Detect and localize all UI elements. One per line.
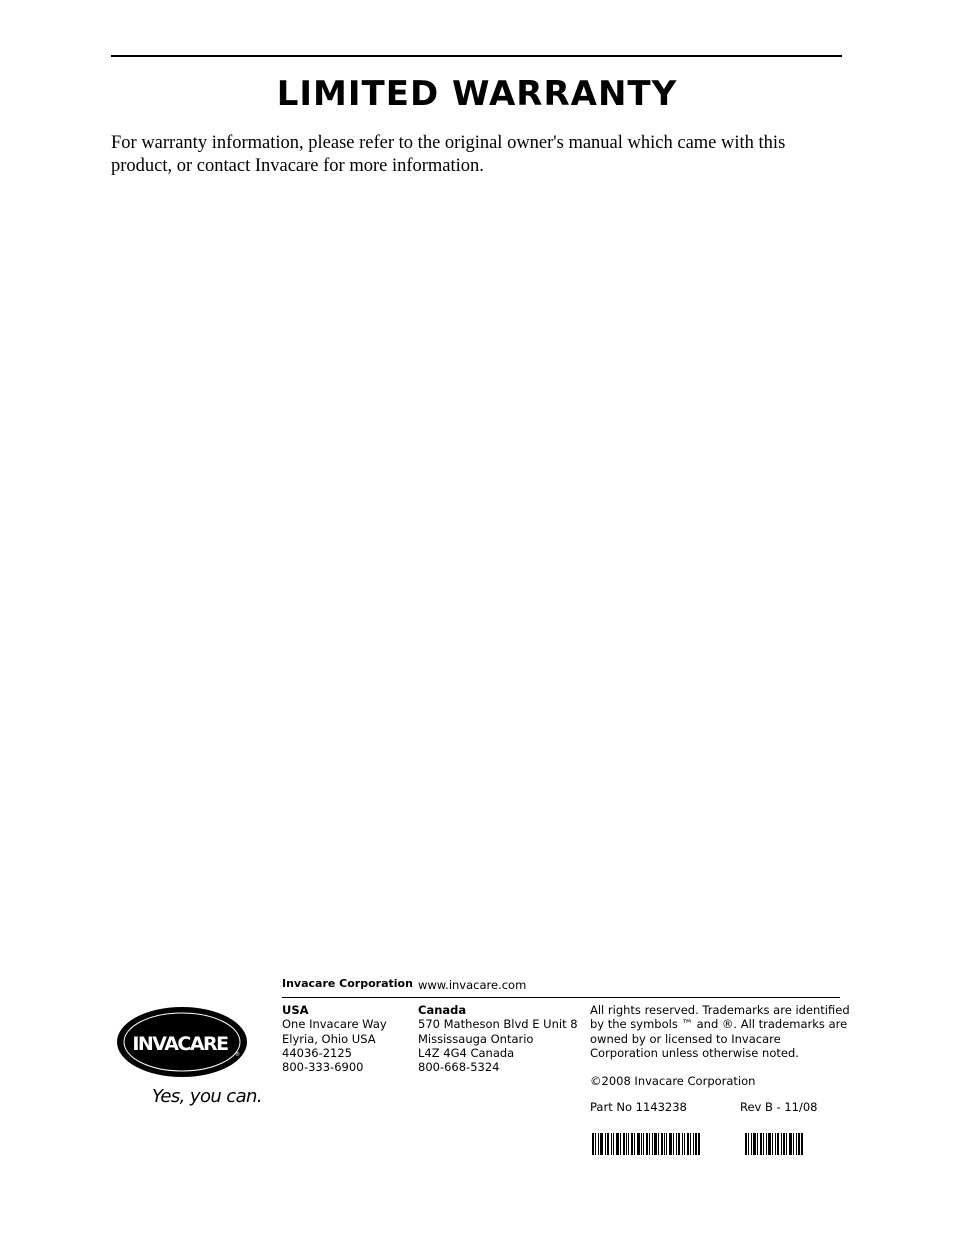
revision: Rev B - 11/08 — [740, 1100, 818, 1114]
usa-phone: 800-333-6900 — [282, 1060, 364, 1075]
legal-line: All rights reserved. Trademarks are identified — [590, 1003, 850, 1017]
canada-heading: Canada — [418, 1003, 467, 1017]
invacare-logo — [116, 1006, 248, 1078]
page-title: LIMITED WARRANTY — [276, 74, 678, 114]
part-number: Part No 1143238 — [590, 1100, 687, 1114]
barcode-icon — [745, 1133, 803, 1155]
warranty-intro: For warranty information, please refer to the original owner's manual which came with this product, or contact Invacare for more information. — [111, 133, 786, 176]
usa-line: Elyria, Ohio USA — [282, 1031, 376, 1046]
legal-line: Corporation unless otherwise noted. — [590, 1045, 799, 1060]
usa-address — [282, 1003, 412, 1074]
canada-line: Mississauga Ontario — [418, 1031, 534, 1046]
logo-tagline: Yes, you can. — [152, 1086, 262, 1107]
copyright: ©2008 Invacare Corporation — [590, 1074, 756, 1088]
usa-heading: USA — [282, 1003, 309, 1017]
usa-line: One Invacare Way — [282, 1017, 387, 1032]
website-link[interactable]: www.invacare.com — [418, 978, 527, 992]
svg-text:®: ® — [235, 1052, 240, 1058]
corporation-name: Invacare Corporation — [282, 977, 413, 990]
footer-rule — [282, 997, 840, 998]
logo-text: INVACARE — [132, 1033, 228, 1055]
barcode-icon — [592, 1133, 700, 1155]
canada-line: L4Z 4G4 Canada — [418, 1045, 515, 1060]
usa-line: 44036-2125 — [282, 1045, 352, 1060]
legal-line: by the symbols ™ and ®. All trademarks are — [590, 1017, 848, 1032]
canada-phone: 800-668-5324 — [418, 1060, 500, 1075]
top-rule — [111, 55, 842, 57]
legal-notice — [590, 1003, 850, 1060]
canada-line: 570 Matheson Blvd E Unit 8 — [418, 1017, 578, 1032]
legal-line: owned by or licensed to Invacare — [590, 1031, 781, 1046]
canada-address — [418, 1003, 583, 1074]
